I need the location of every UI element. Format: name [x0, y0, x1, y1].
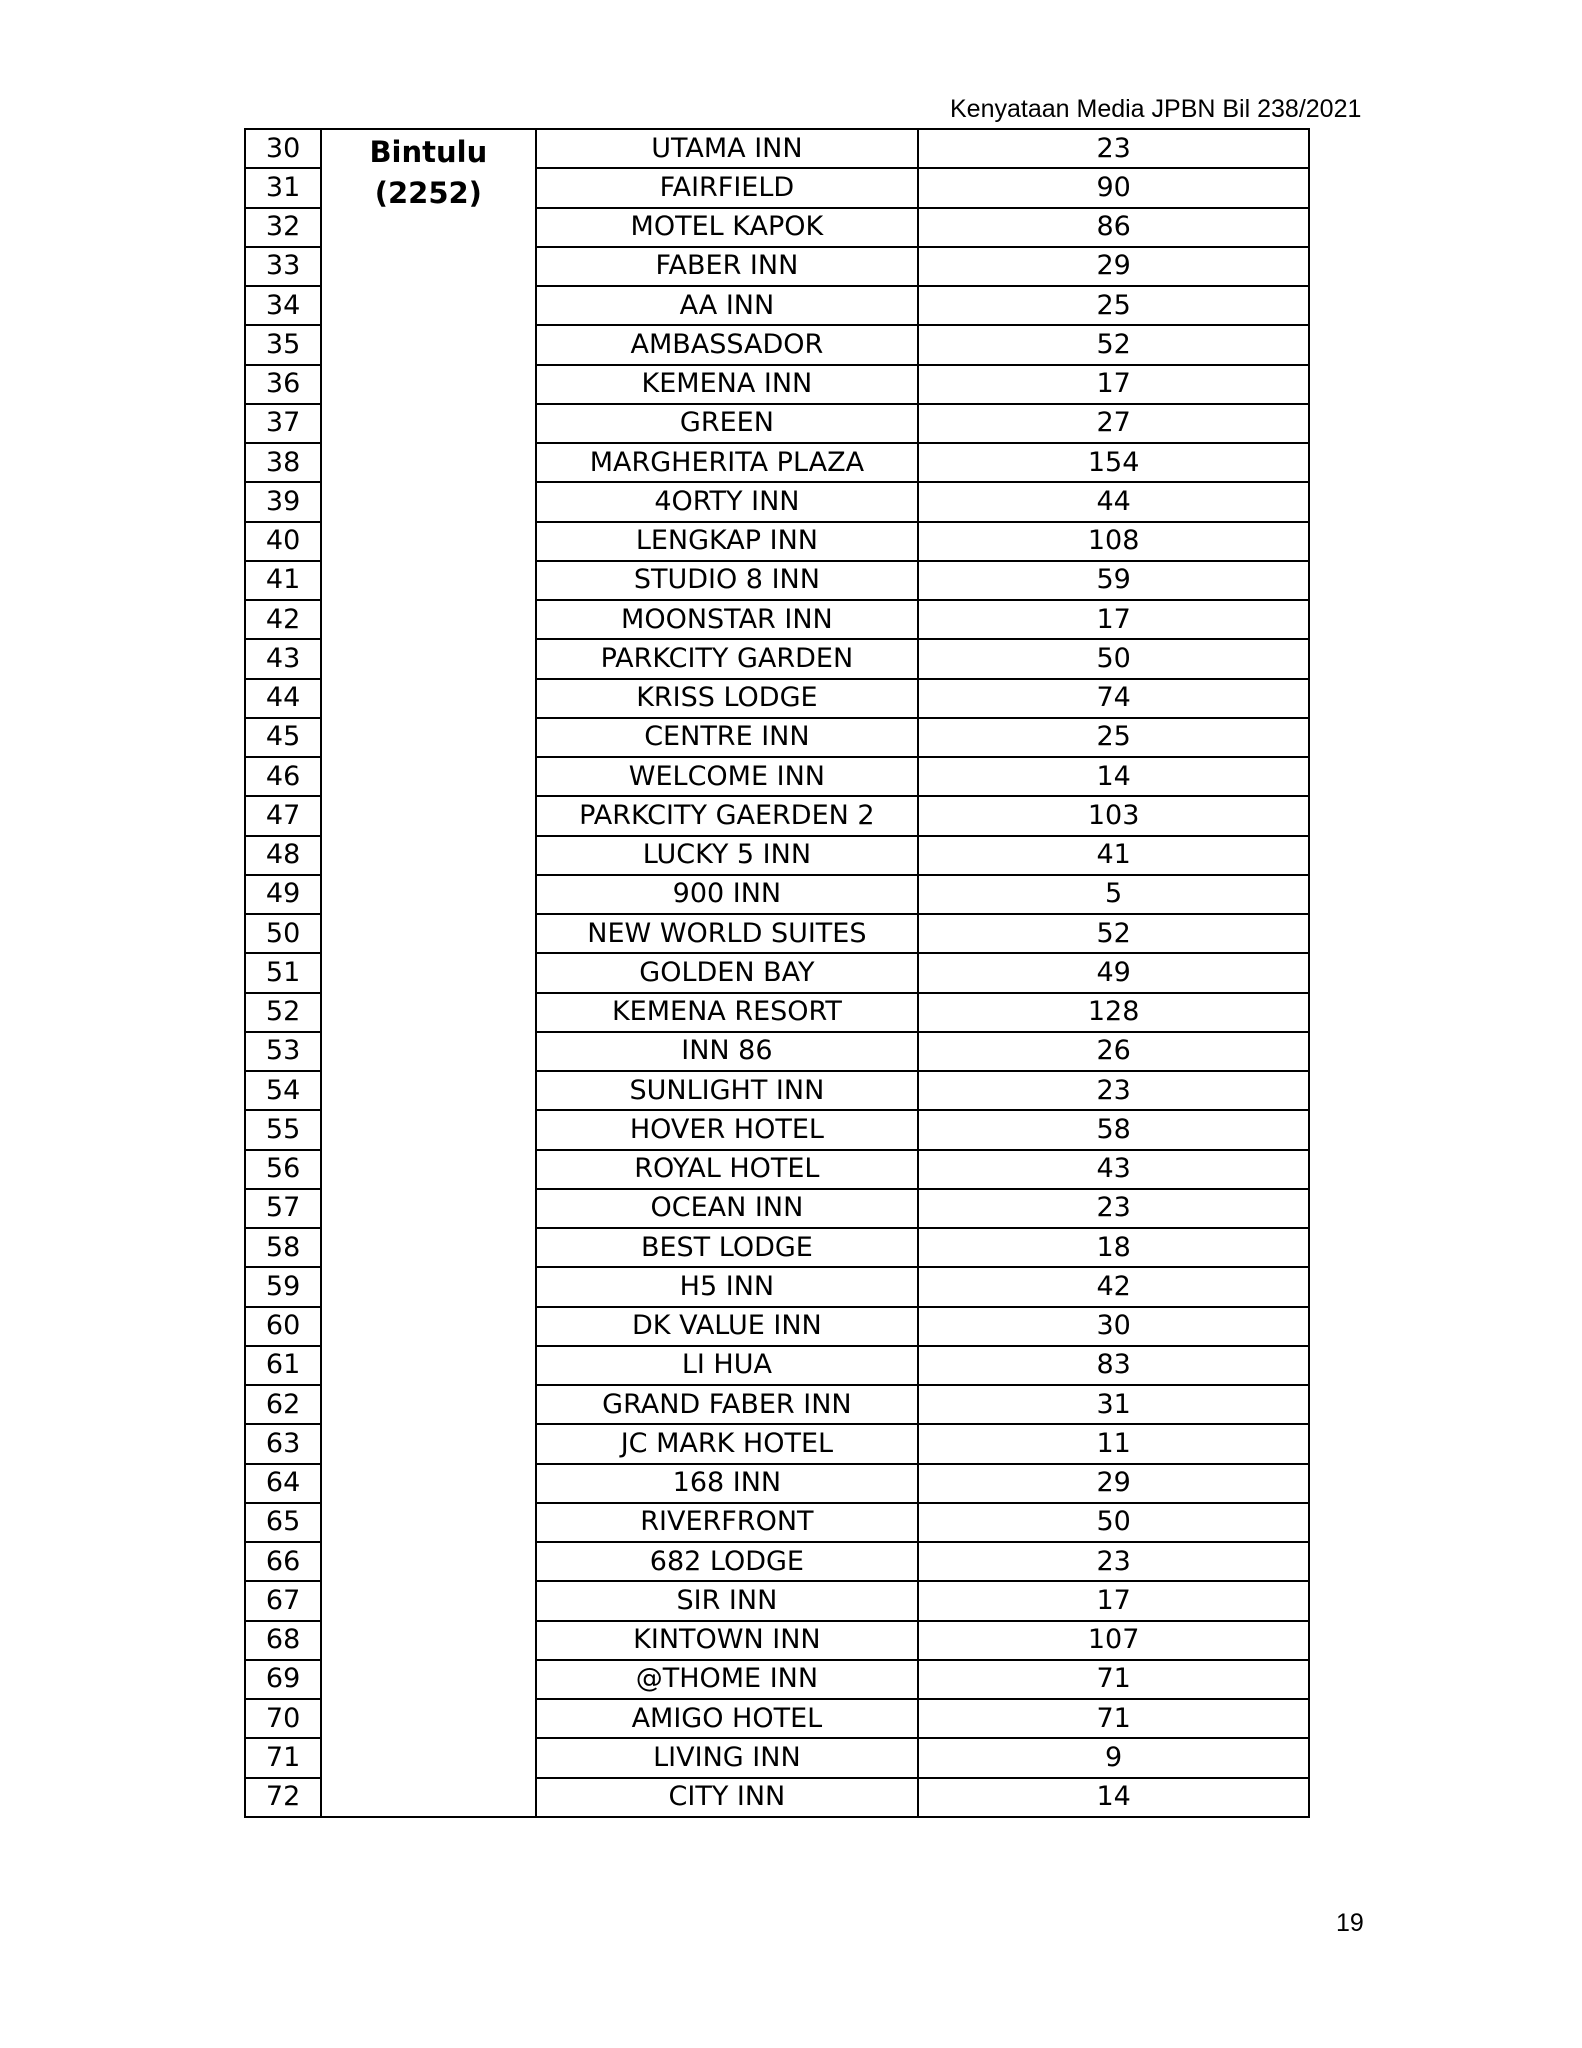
quarantine-centre-table	[244, 128, 1310, 1818]
facility-count: 44	[918, 482, 1309, 521]
facility-name: NEW WORLD SUITES	[536, 914, 919, 953]
facility-count: 11	[918, 1424, 1309, 1463]
facility-count: 154	[918, 443, 1309, 482]
district-cell	[321, 129, 535, 1817]
facility-name: MOTEL KAPOK	[536, 208, 919, 247]
row-number: 52	[245, 993, 321, 1032]
row-number: 34	[245, 286, 321, 325]
facility-name: LENGKAP INN	[536, 522, 919, 561]
facility-name: UTAMA INN	[536, 129, 919, 168]
row-number: 31	[245, 168, 321, 207]
facility-count: 30	[918, 1307, 1309, 1346]
facility-name: HOVER HOTEL	[536, 1110, 919, 1149]
facility-name: 900 INN	[536, 875, 919, 914]
facility-name: LUCKY 5 INN	[536, 836, 919, 875]
row-number: 66	[245, 1542, 321, 1581]
row-number: 65	[245, 1503, 321, 1542]
row-number: 33	[245, 247, 321, 286]
table-body	[245, 129, 1309, 1817]
facility-name: KEMENA INN	[536, 365, 919, 404]
row-number: 36	[245, 365, 321, 404]
facility-count: 25	[918, 718, 1309, 757]
row-number: 61	[245, 1346, 321, 1385]
facility-count: 18	[918, 1228, 1309, 1267]
facility-name: BEST LODGE	[536, 1228, 919, 1267]
facility-name: OCEAN INN	[536, 1189, 919, 1228]
row-number: 54	[245, 1071, 321, 1110]
facility-name: H5 INN	[536, 1267, 919, 1306]
facility-count: 9	[918, 1738, 1309, 1777]
facility-name: KRISS LODGE	[536, 679, 919, 718]
facility-count: 17	[918, 365, 1309, 404]
row-number: 51	[245, 953, 321, 992]
row-number: 56	[245, 1150, 321, 1189]
table-row	[245, 129, 1309, 168]
document-reference: Kenyataan Media JPBN Bil 238/2021	[950, 95, 1362, 123]
facility-name: @THOME INN	[536, 1660, 919, 1699]
row-number: 44	[245, 679, 321, 718]
row-number: 57	[245, 1189, 321, 1228]
row-number: 41	[245, 561, 321, 600]
facility-count: 71	[918, 1699, 1309, 1738]
row-number: 69	[245, 1660, 321, 1699]
facility-count: 23	[918, 1189, 1309, 1228]
facility-count: 26	[918, 1032, 1309, 1071]
row-number: 53	[245, 1032, 321, 1071]
facility-name: DK VALUE INN	[536, 1307, 919, 1346]
facility-count: 107	[918, 1621, 1309, 1660]
row-number: 49	[245, 875, 321, 914]
facility-name: GOLDEN BAY	[536, 953, 919, 992]
facility-count: 74	[918, 679, 1309, 718]
row-number: 71	[245, 1738, 321, 1777]
facility-count: 25	[918, 286, 1309, 325]
row-number: 40	[245, 522, 321, 561]
row-number: 30	[245, 129, 321, 168]
facility-name: PARKCITY GARDEN	[536, 639, 919, 678]
row-number: 39	[245, 482, 321, 521]
facility-name: 682 LODGE	[536, 1542, 919, 1581]
facility-name: FAIRFIELD	[536, 168, 919, 207]
facility-name: CENTRE INN	[536, 718, 919, 757]
facility-name: GREEN	[536, 404, 919, 443]
row-number: 38	[245, 443, 321, 482]
row-number: 45	[245, 718, 321, 757]
facility-count: 52	[918, 325, 1309, 364]
row-number: 55	[245, 1110, 321, 1149]
facility-name: STUDIO 8 INN	[536, 561, 919, 600]
row-number: 50	[245, 914, 321, 953]
facility-count: 5	[918, 875, 1309, 914]
facility-name: GRAND FABER INN	[536, 1385, 919, 1424]
facility-count: 52	[918, 914, 1309, 953]
facility-name: AA INN	[536, 286, 919, 325]
facility-count: 90	[918, 168, 1309, 207]
row-number: 46	[245, 757, 321, 796]
facility-name: CITY INN	[536, 1778, 919, 1817]
facility-name: INN 86	[536, 1032, 919, 1071]
row-number: 60	[245, 1307, 321, 1346]
row-number: 64	[245, 1464, 321, 1503]
facility-name: SIR INN	[536, 1581, 919, 1620]
facility-name: SUNLIGHT INN	[536, 1071, 919, 1110]
facility-count: 58	[918, 1110, 1309, 1149]
facility-name: AMBASSADOR	[536, 325, 919, 364]
row-number: 58	[245, 1228, 321, 1267]
facility-count: 29	[918, 247, 1309, 286]
facility-name: MOONSTAR INN	[536, 600, 919, 639]
facility-name: ROYAL HOTEL	[536, 1150, 919, 1189]
facility-count: 23	[918, 129, 1309, 168]
facility-name: JC MARK HOTEL	[536, 1424, 919, 1463]
row-number: 32	[245, 208, 321, 247]
facility-name: PARKCITY GAERDEN 2	[536, 796, 919, 835]
facility-count: 50	[918, 639, 1309, 678]
page-number: 19	[1336, 1909, 1364, 1937]
facility-count: 50	[918, 1503, 1309, 1542]
facility-count: 59	[918, 561, 1309, 600]
facility-count: 29	[918, 1464, 1309, 1503]
facility-name: LIVING INN	[536, 1738, 919, 1777]
row-number: 47	[245, 796, 321, 835]
row-number: 63	[245, 1424, 321, 1463]
row-number: 42	[245, 600, 321, 639]
facility-count: 128	[918, 993, 1309, 1032]
facility-count: 17	[918, 600, 1309, 639]
facility-count: 49	[918, 953, 1309, 992]
row-number: 48	[245, 836, 321, 875]
row-number: 43	[245, 639, 321, 678]
row-number: 59	[245, 1267, 321, 1306]
row-number: 62	[245, 1385, 321, 1424]
row-number: 68	[245, 1621, 321, 1660]
facility-name: MARGHERITA PLAZA	[536, 443, 919, 482]
facility-count: 42	[918, 1267, 1309, 1306]
facility-count: 86	[918, 208, 1309, 247]
district-name: Bintulu	[369, 135, 488, 169]
district-total: (2252)	[374, 176, 482, 210]
facility-name: 168 INN	[536, 1464, 919, 1503]
facility-count: 43	[918, 1150, 1309, 1189]
facility-count: 17	[918, 1581, 1309, 1620]
row-number: 70	[245, 1699, 321, 1738]
facility-count: 14	[918, 1778, 1309, 1817]
facility-name: 4ORTY INN	[536, 482, 919, 521]
row-number: 35	[245, 325, 321, 364]
facility-count: 108	[918, 522, 1309, 561]
facility-count: 27	[918, 404, 1309, 443]
facility-name: KINTOWN INN	[536, 1621, 919, 1660]
facility-count: 83	[918, 1346, 1309, 1385]
facility-count: 14	[918, 757, 1309, 796]
facility-count: 23	[918, 1071, 1309, 1110]
facility-name: LI HUA	[536, 1346, 919, 1385]
facility-count: 41	[918, 836, 1309, 875]
facility-count: 31	[918, 1385, 1309, 1424]
facility-count: 103	[918, 796, 1309, 835]
facility-name: RIVERFRONT	[536, 1503, 919, 1542]
facility-count: 71	[918, 1660, 1309, 1699]
facility-name: KEMENA RESORT	[536, 993, 919, 1032]
facility-name: AMIGO HOTEL	[536, 1699, 919, 1738]
facility-name: WELCOME INN	[536, 757, 919, 796]
row-number: 72	[245, 1778, 321, 1817]
row-number: 67	[245, 1581, 321, 1620]
facility-name: FABER INN	[536, 247, 919, 286]
row-number: 37	[245, 404, 321, 443]
data-table	[244, 128, 1310, 1818]
facility-count: 23	[918, 1542, 1309, 1581]
